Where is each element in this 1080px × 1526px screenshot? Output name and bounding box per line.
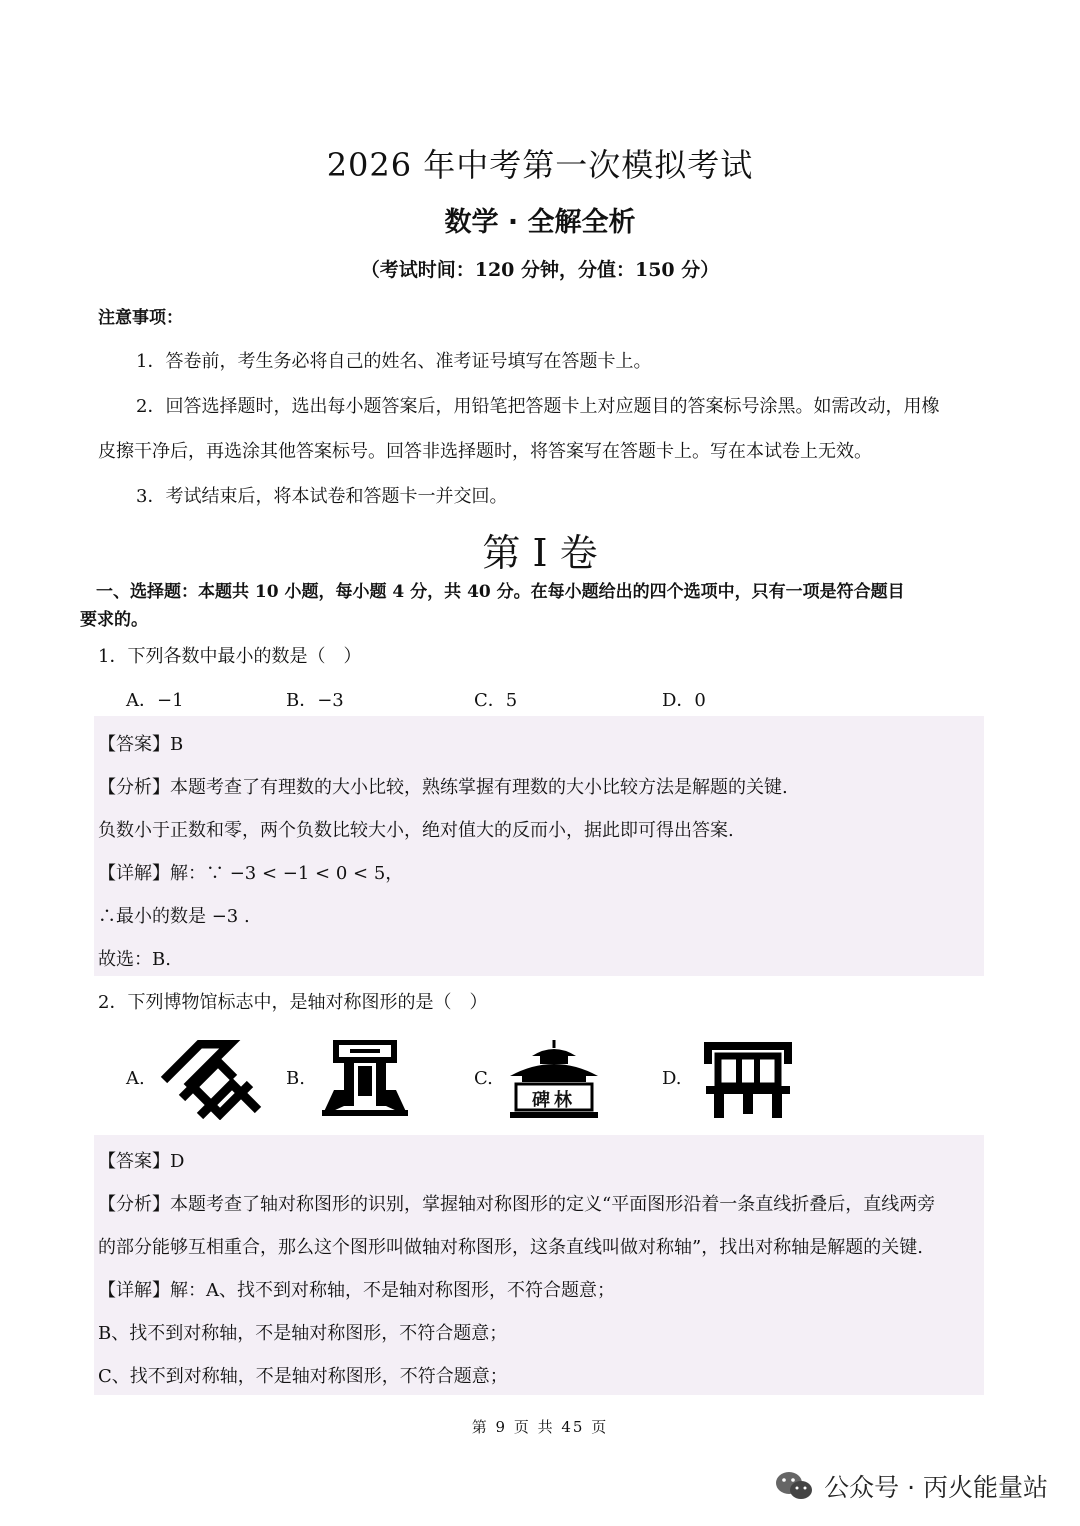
section-instruction: 一、选择题：本题共 10 小题，每小题 4 分，共 40 分。在每小题给出的四个选项中，只有一项是符合题目 [96,582,905,602]
museum-logo-a [160,1040,262,1120]
q2-detail: 【详解】解：A、找不到对称轴，不是轴对称图形，不符合题意； [98,1280,615,1301]
q2-option-d: D. [662,1068,682,1089]
q2-stem: 2．下列博物馆标志中，是轴对称图形的是（ ） [98,992,488,1013]
q2-option-b: B. [286,1068,305,1089]
q2-detail-c: C、找不到对称轴，不是轴对称图形，不符合题意； [98,1366,508,1387]
q1-solution-box [94,716,984,976]
q2-detail-b: B、找不到对称轴，不是轴对称图形，不符合题意； [98,1323,508,1344]
exam-info: （考试时间：120 分钟，分值：150 分） [360,259,720,281]
notice-item: 1．答卷前，考生务必将自己的姓名、准考证号填写在答题卡上。 [136,351,652,372]
museum-logo-b [320,1040,410,1118]
watermark [774,1468,1048,1504]
exam-subtitle: 数学 · 全解全析 [444,207,636,238]
q1-option-a: A．−1 [126,690,184,711]
q2-analysis: 【分析】本题考查了轴对称图形的识别，掌握轴对称图形的定义“平面图形沿着一条直线折叠后，直线两旁 [98,1194,936,1215]
q2-answer: 【答案】D [98,1151,185,1172]
q1-analysis-cont: 负数小于正数和零，两个负数比较大小，绝对值大的反而小，据此即可得出答案. [98,820,734,841]
notice-heading: 注意事项： [98,308,183,328]
page-number: 第 9 页 共 45 页 [471,1418,609,1436]
section-title: 第 I 卷 [482,531,598,575]
q1-option-b: B．−3 [286,690,344,711]
q1-analysis: 【分析】本题考查了有理数的大小比较，熟练掌握有理数的大小比较方法是解题的关键. [98,777,788,798]
exam-title: 2026 年中考第一次模拟考试 [326,146,754,184]
q2-solution-box [94,1135,984,1395]
q1-detail-conclusion: ∴最小的数是 −3 . [98,906,250,927]
watermark-text: 公众号 · 丙火能量站 [824,1473,1048,1502]
q2-option-a: A. [126,1068,145,1089]
q2-analysis-cont: 的部分能够互相重合，那么这个图形叫做轴对称图形，这条直线叫做对称轴”，找出对称轴是解题的关键. [98,1237,923,1258]
q1-answer: 【答案】B [98,734,184,755]
q1-detail: 【详解】解：∵ −3 < −1 < 0 < 5， [98,863,404,884]
museum-logo-d [700,1040,796,1120]
wechat-icon [774,1469,814,1503]
notice-item: 2．回答选择题时，选出每小题答案后，用铅笔把答题卡上对应题目的答案标号涂黑。如需改动，用橡 [136,396,940,417]
notice-item: 皮擦干净后，再选涂其他答案标号。回答非选择题时，将答案写在答题卡上。写在本试卷上无效。 [98,441,872,462]
museum-logo-c-text: 碑林 [532,1090,576,1111]
notice-item: 3．考试结束后，将本试卷和答题卡一并交回。 [136,486,508,507]
q1-option-c: C．5 [474,690,518,711]
q1-stem: 1．下列各数中最小的数是（ ） [98,646,362,667]
q2-option-c: C. [474,1068,493,1089]
q1-choice: 故选：B. [98,949,171,970]
section-instruction-cont: 要求的。 [80,610,148,630]
q1-option-d: D．0 [662,690,706,711]
